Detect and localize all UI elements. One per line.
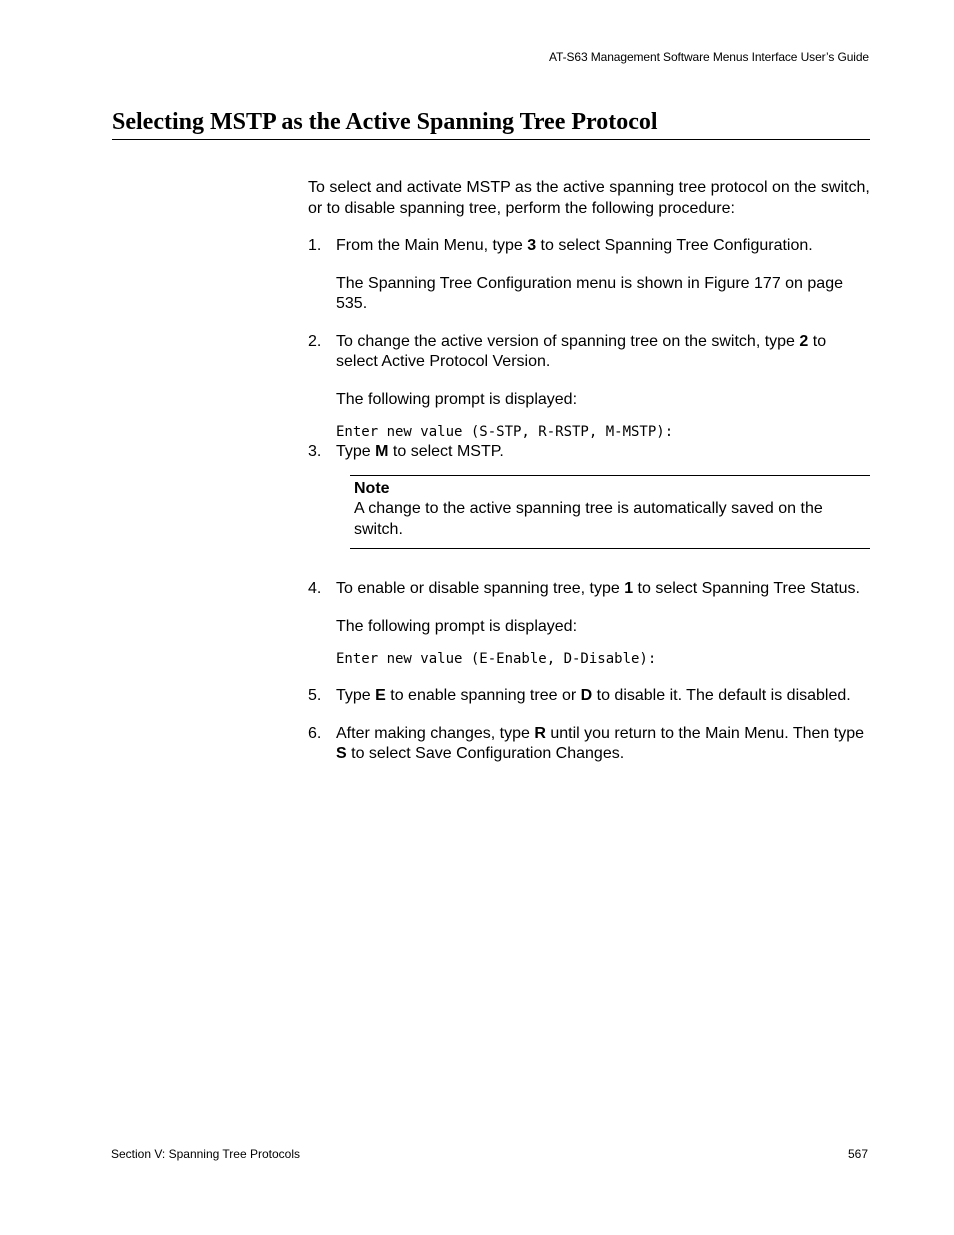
step-1-detail: The Spanning Tree Configuration menu is shown in Figure 177 on page 535. bbox=[336, 274, 843, 312]
step-4: 4. To enable or disable spanning tree, type 1 to select Spanning Tree Status. bbox=[308, 579, 870, 600]
step-number: 5. bbox=[308, 687, 322, 704]
step-2: 2. To change the active version of spanning tree on the switch, type 2 to select Active Protocol Version. bbox=[308, 332, 827, 370]
key-label: 3 bbox=[527, 237, 537, 254]
key-label: M bbox=[375, 443, 389, 460]
prompt-label: The following prompt is displayed: bbox=[336, 390, 578, 408]
key-label: 1 bbox=[624, 580, 634, 597]
footer-section: Section V: Spanning Tree Protocols bbox=[111, 1147, 300, 1161]
step-1: 1. From the Main Menu, type 3 to select Spanning Tree Configuration. bbox=[308, 236, 870, 257]
section-title: Selecting MSTP as the Active Spanning Tree Protocol bbox=[112, 106, 870, 140]
step-3: 3. Type M to select MSTP. bbox=[308, 442, 870, 463]
intro-paragraph: To select and activate MSTP as the active spanning tree protocol on the switch, or to disable spanning tree, perform the following procedure: bbox=[308, 179, 870, 217]
running-header: AT-S63 Management Software Menus Interface User’s Guide bbox=[549, 50, 869, 64]
page-number: 567 bbox=[847, 1147, 868, 1161]
step-5: 5. Type E to enable spanning tree or D to disable it. The default is disabled. bbox=[308, 686, 870, 707]
key-label: E bbox=[375, 687, 386, 704]
prompt-code-status: Enter new value (E-Enable, D-Disable): bbox=[336, 651, 657, 667]
step-number: 3. bbox=[308, 443, 322, 460]
procedure-body bbox=[308, 178, 870, 782]
step-number: 1. bbox=[308, 237, 322, 254]
key-label: R bbox=[534, 724, 546, 742]
step-number: 6. bbox=[308, 724, 322, 742]
step-6: 6. After making changes, type R until you return to the Main Menu. Then type S to select Save Configuration Changes. bbox=[308, 724, 864, 762]
prompt-code-protocol: Enter new value (S-STP, R-RSTP, M-MSTP): bbox=[336, 424, 674, 440]
key-label: 2 bbox=[799, 332, 809, 350]
note-text: A change to the active spanning tree is automatically saved on the switch. bbox=[354, 500, 823, 538]
key-label: S bbox=[336, 745, 347, 762]
step-number: 2. bbox=[308, 332, 322, 350]
note-box bbox=[350, 475, 870, 550]
prompt-label: The following prompt is displayed: bbox=[336, 617, 578, 635]
note-title: Note bbox=[354, 479, 390, 497]
step-number: 4. bbox=[308, 580, 322, 597]
key-label: D bbox=[580, 687, 593, 704]
